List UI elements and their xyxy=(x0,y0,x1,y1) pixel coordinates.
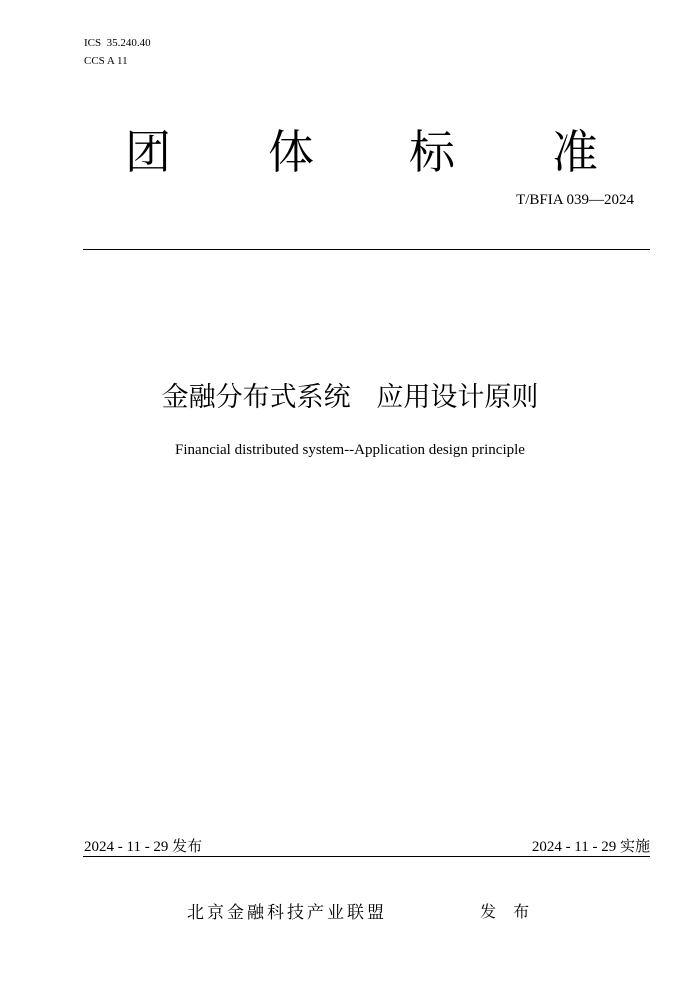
document-title-chinese: 金融分布式系统 应用设计原则 xyxy=(161,382,539,413)
standard-type-char-1: 团 xyxy=(125,125,171,179)
ics-code: ICS 35.240.40 xyxy=(84,37,151,49)
publish-label: 发 布 xyxy=(480,902,536,921)
standard-number: T/BFIA 039—2024 xyxy=(516,192,634,208)
bottom-divider xyxy=(83,856,650,857)
standard-type-char-2: 体 xyxy=(268,125,314,179)
issue-date: 2024 - 11 - 29 发布 xyxy=(84,839,203,855)
standard-type-char-4: 准 xyxy=(552,125,598,179)
top-divider xyxy=(83,249,650,250)
document-title-english: Financial distributed system--Application design principle xyxy=(175,442,525,458)
ccs-code: CCS A 11 xyxy=(84,55,128,67)
publisher-name: 北京金融科技产业联盟 xyxy=(187,903,387,923)
standard-type-char-3: 标 xyxy=(409,125,455,179)
implementation-date: 2024 - 11 - 29 实施 xyxy=(531,839,650,855)
